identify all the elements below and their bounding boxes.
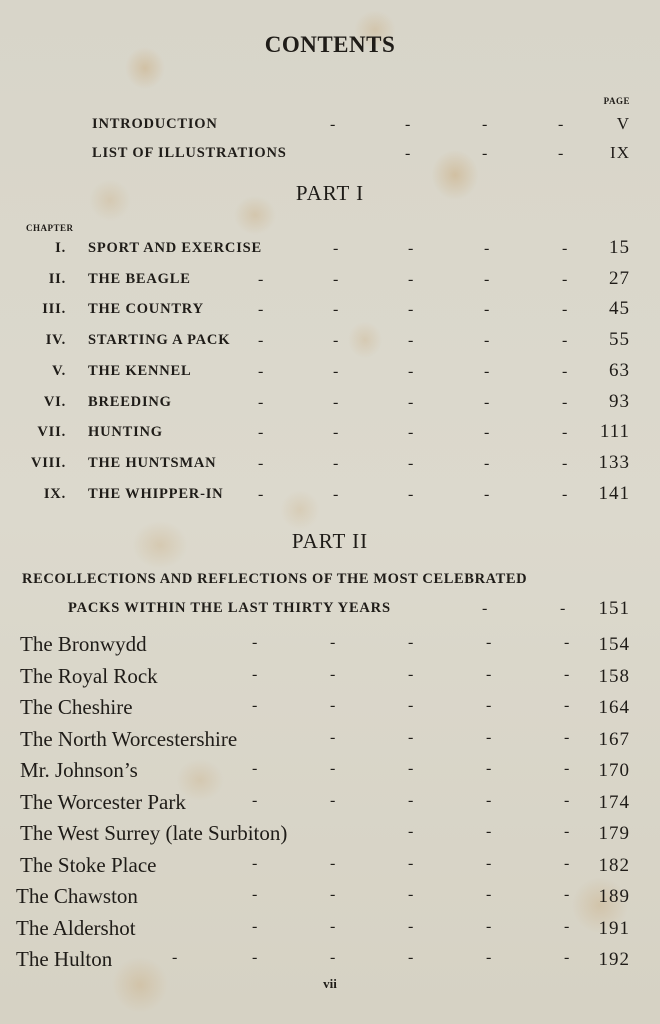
chapter-page: 93 [609, 390, 630, 412]
chapter-page: 45 [609, 298, 630, 320]
pack-entry[interactable]: The Worcester Park - - - - - 174 [20, 789, 630, 814]
chapter-page: 133 [598, 451, 630, 473]
chapter-entry[interactable]: I. SPORT AND EXERCISE - - - - 15 [0, 240, 660, 266]
pack-entry[interactable]: The Chawston - - - - - 189 [16, 884, 630, 908]
pack-page: 154 [598, 634, 630, 655]
pack-page: 170 [598, 760, 630, 781]
pack-title: The Chawston [16, 884, 138, 908]
pack-entry[interactable]: The North Worcestershire - - - - 167 [20, 726, 630, 751]
chapter-entry[interactable]: VIII. THE HUNTSMAN - - - - - 133 [0, 455, 660, 481]
chapter-title: THE BEAGLE [88, 270, 191, 287]
chapter-page: 55 [609, 329, 630, 351]
chapter-entry[interactable]: IV. STARTING A PACK - - - - - 55 [0, 332, 660, 358]
pack-title: Mr. Johnson’s [20, 758, 138, 782]
chapter-title: THE COUNTRY [88, 301, 204, 318]
pack-entry[interactable]: The Aldershot - - - - - 191 [16, 915, 630, 940]
chapter-page: 141 [598, 482, 630, 504]
pack-page: 158 [598, 665, 630, 687]
chapter-page: 15 [609, 237, 630, 258]
chapter-number: VIII. [30, 454, 66, 471]
contents-heading: CONTENTS [264, 32, 396, 57]
chapter-title: THE WHIPPER-IN [88, 485, 224, 502]
chapter-number: I. [55, 240, 66, 256]
chapter-entry[interactable]: VI. BREEDING - - - - - 93 [0, 394, 660, 420]
toc-entry[interactable]: INTRODUCTION - - - - V [92, 114, 630, 133]
chapter-entry[interactable]: II. THE BEAGLE - - - - - 27 [0, 271, 660, 297]
chapter-title: BREEDING [88, 393, 172, 410]
pack-entry[interactable]: The Stoke Place - - - - - 182 [20, 852, 630, 877]
chapter-title: THE HUNTSMAN [88, 454, 217, 471]
chapter-page: 63 [609, 359, 630, 381]
chapter-number: VI. [43, 393, 66, 410]
pack-page: 164 [598, 697, 630, 718]
entry-page: 151 [598, 598, 630, 619]
pack-title: The Worcester Park [20, 789, 186, 814]
chapter-number: IV. [45, 332, 66, 349]
chapter-number: II. [48, 270, 66, 287]
pack-title: The Hulton [16, 947, 113, 971]
pack-page: 174 [598, 791, 630, 813]
chapter-title: STARTING A PACK [88, 332, 231, 349]
pack-title: The Aldershot [16, 915, 136, 940]
pack-entry[interactable]: The Hulton - - - - - - 192 [16, 947, 630, 971]
chapter-title: SPORT AND EXERCISE [88, 240, 262, 256]
chapter-title: HUNTING [88, 424, 163, 441]
chapter-entry[interactable]: III. THE COUNTRY - - - - - 45 [0, 301, 660, 327]
chapter-number: IX. [43, 485, 66, 502]
part-two-heading: PART II [291, 529, 369, 553]
chapter-column-label: CHAPTER [26, 223, 74, 233]
entry-title: INTRODUCTION [92, 116, 218, 132]
chapter-page: 111 [599, 421, 630, 443]
chapter-entry[interactable]: V. THE KENNEL - - - - - 63 [0, 363, 660, 389]
chapter-page: 27 [609, 267, 630, 289]
pack-page: 192 [598, 949, 630, 970]
pack-page: 189 [598, 886, 630, 907]
chapter-entry[interactable]: IX. THE WHIPPER-IN - - - - - 141 [0, 486, 660, 512]
entry-title: PACKS WITHIN THE LAST THIRTY YEARS [68, 600, 391, 616]
page-number: vii [323, 976, 337, 991]
chapter-number: III. [42, 301, 66, 318]
pack-entry[interactable]: The West Surrey (late Surbiton) - - - 179 [20, 821, 630, 845]
pack-title: The Cheshire [20, 695, 133, 719]
entry-page: V [616, 114, 630, 133]
pack-title: The Stoke Place [20, 852, 157, 877]
entry-title: LIST OF ILLUSTRATIONS [92, 145, 287, 161]
toc-entry[interactable]: PACKS WITHIN THE LAST THIRTY YEARS - - 151 [68, 598, 630, 619]
page-column-label: PAGE [603, 96, 630, 106]
pack-page: 191 [598, 917, 630, 939]
part-two-intro-line1: RECOLLECTIONS AND REFLECTIONS OF THE MOST CELEBRATED [22, 571, 528, 587]
chapter-title: THE KENNEL [88, 362, 192, 379]
toc-entry[interactable]: LIST OF ILLUSTRATIONS - - - IX [92, 143, 630, 162]
pack-title: The Bronwydd [20, 632, 147, 656]
pack-page: 182 [598, 854, 630, 876]
chapter-number: VII. [37, 424, 66, 441]
pack-title: The North Worcestershire [20, 726, 238, 751]
pack-entry[interactable]: The Bronwydd - - - - - 154 [20, 632, 630, 656]
pack-entry[interactable]: Mr. Johnson’s - - - - - 170 [20, 758, 630, 782]
chapter-entry[interactable]: VII. HUNTING - - - - - 111 [0, 424, 660, 450]
pack-entry[interactable]: The Royal Rock - - - - - 158 [20, 663, 630, 688]
pack-entry[interactable]: The Cheshire - - - - - 164 [20, 695, 630, 719]
pack-title: The Royal Rock [20, 663, 158, 688]
part-one-heading: PART I [295, 181, 365, 205]
pack-title: The West Surrey (late Surbiton) [20, 821, 288, 845]
pack-page: 167 [598, 728, 630, 750]
entry-page: IX [610, 143, 630, 162]
pack-page: 179 [598, 823, 630, 844]
chapter-number: V. [52, 362, 66, 379]
